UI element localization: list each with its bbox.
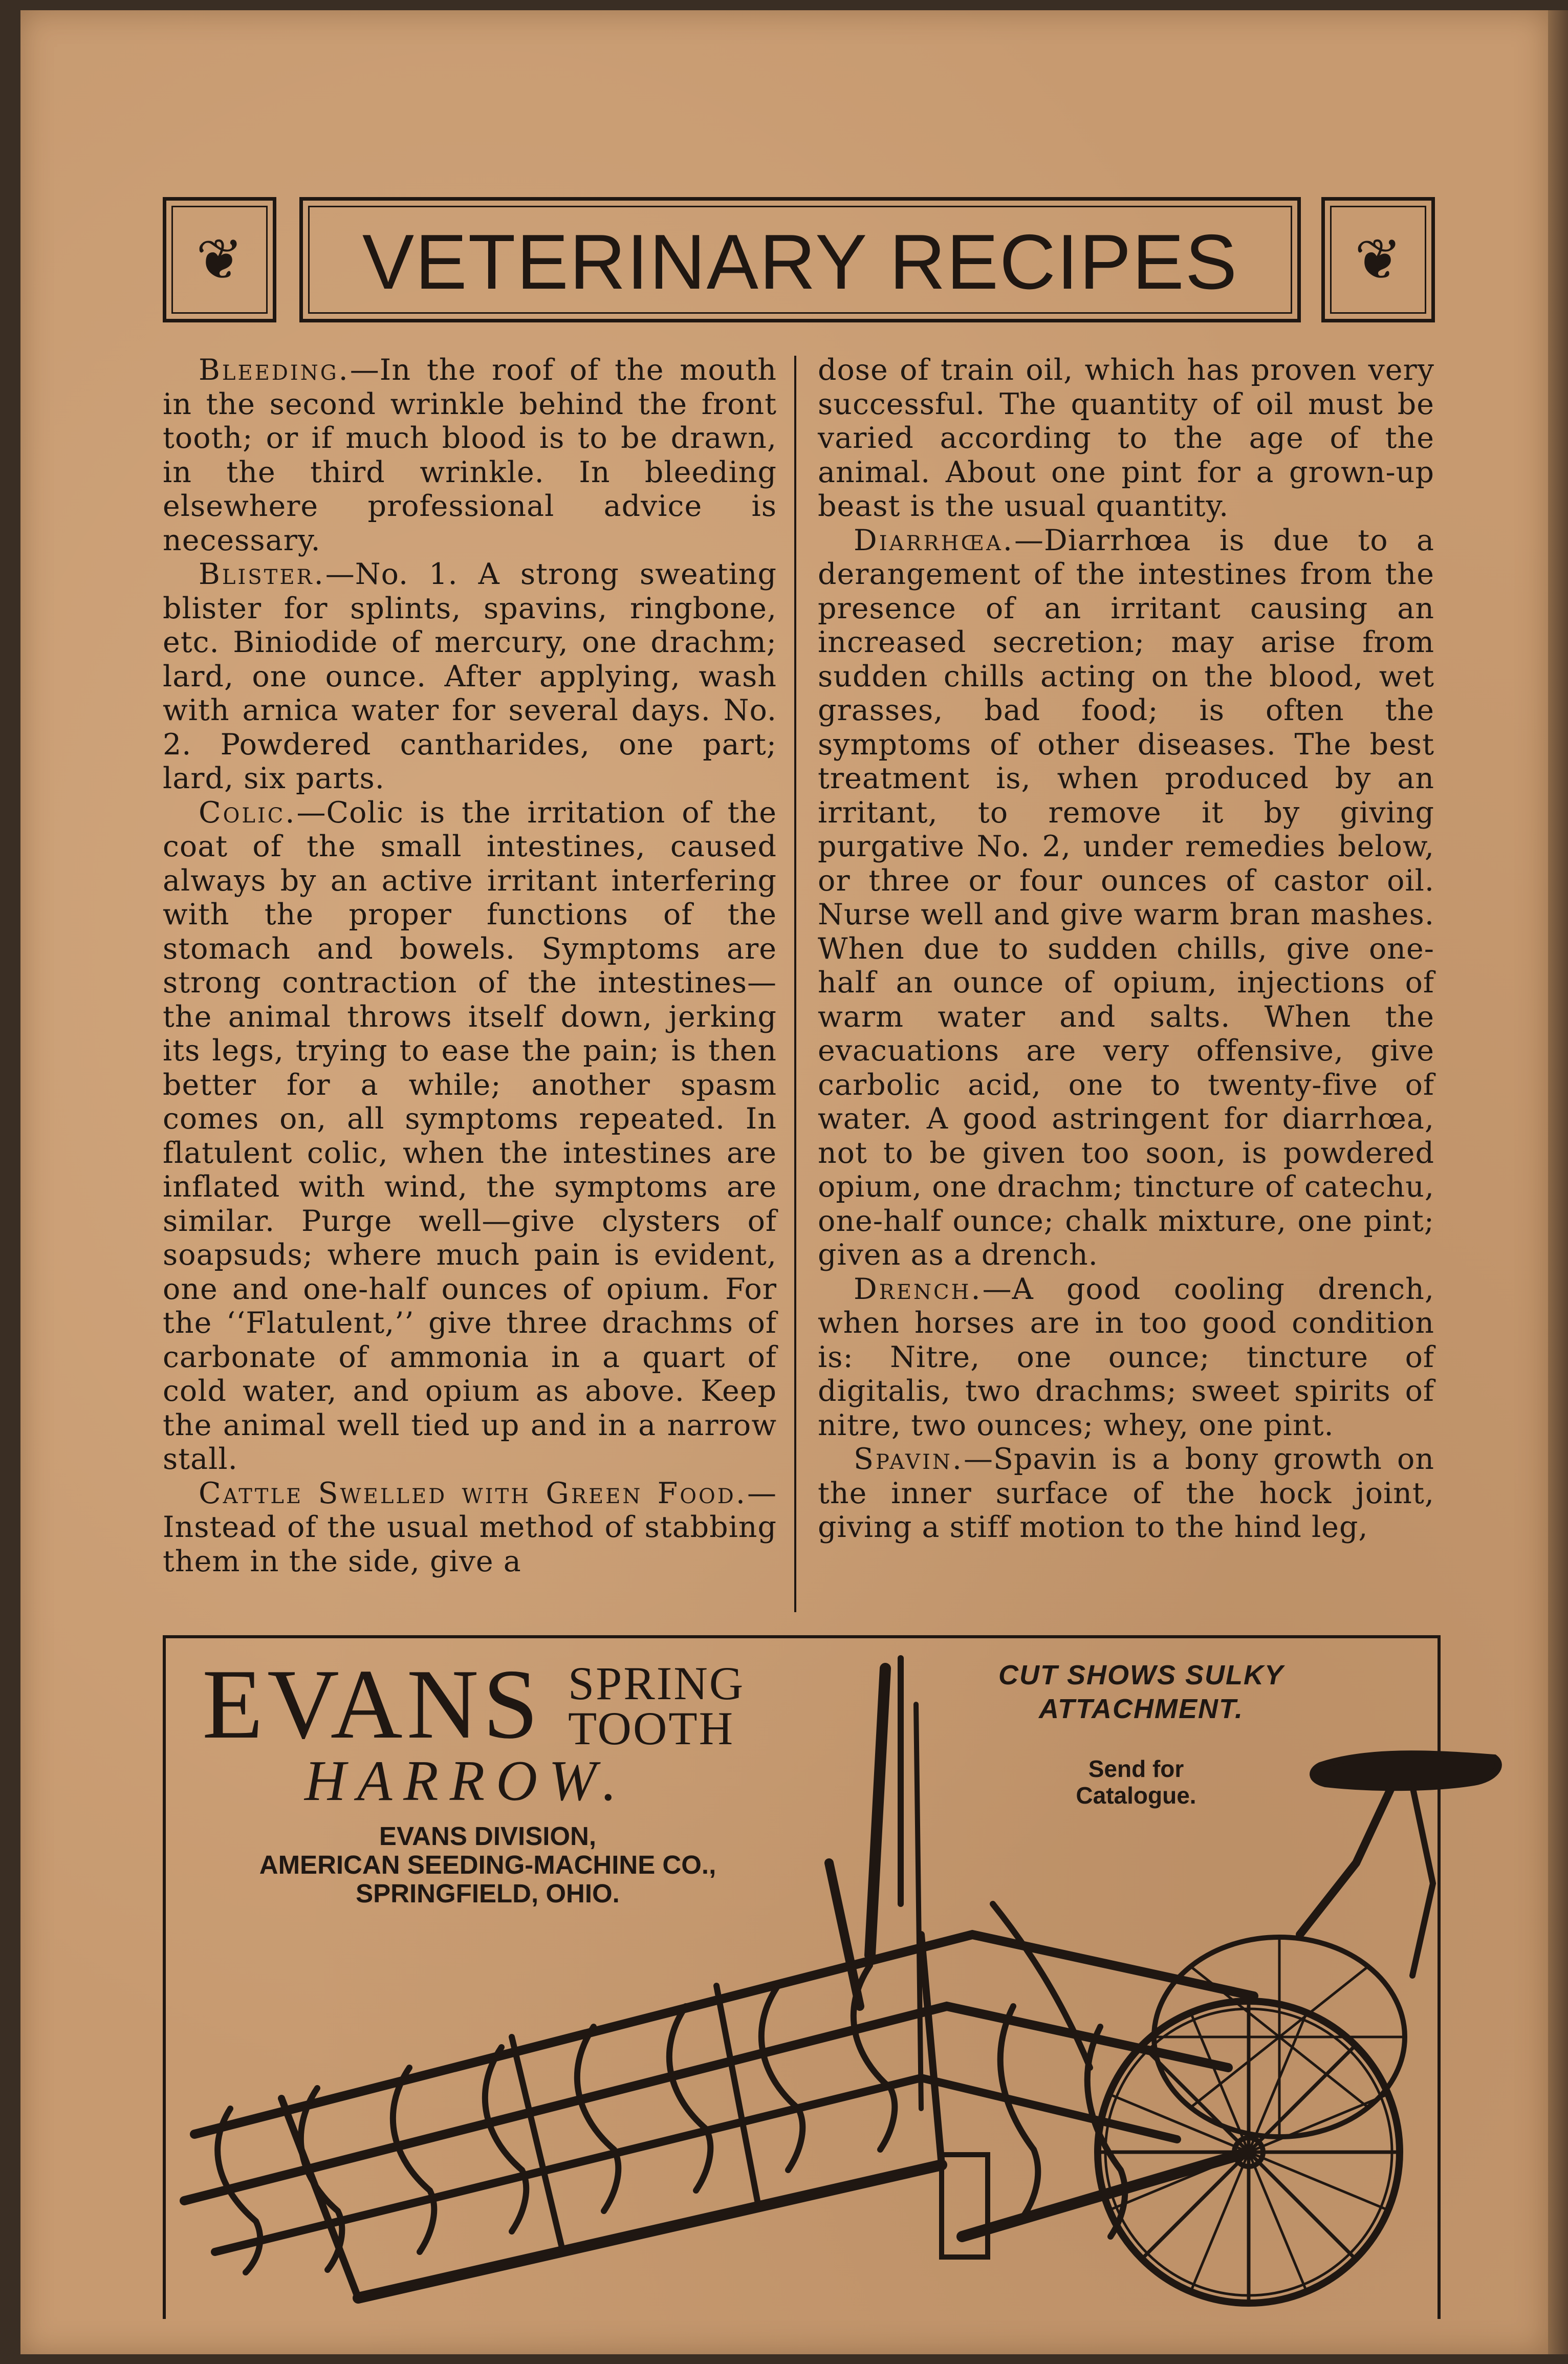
recipe-body: —Spavin is a bony growth on the inner surface of the hock joint, giving a stiff motion to the hind leg, — [818, 1442, 1434, 1544]
ad-tooth-line: TOOTH — [568, 1702, 735, 1754]
ad-company-line: SPRINGFIELD, OHIO. — [356, 1879, 620, 1908]
ad-caption-line: ATTACHMENT. — [1039, 1694, 1244, 1724]
left-column — [163, 353, 777, 1578]
column-divider — [794, 356, 796, 1612]
recipe-body: —In the roof of the mouth in the second wrinkle behind the front tooth; or if much blood is to be drawn, in the third wrinkle. In bleeding elsewhere professional advice is necessary. — [163, 353, 777, 557]
ad-product: HARROW. — [304, 1749, 628, 1813]
title-box — [299, 197, 1301, 322]
recipe-heading: Spavin. — [854, 1442, 964, 1476]
ad-caption-line: CUT SHOWS SULKY — [998, 1660, 1284, 1690]
recipe-paragraph — [818, 524, 1434, 1272]
ad-company-line: EVANS DIVISION, — [379, 1821, 597, 1851]
recipe-paragraph — [163, 557, 777, 796]
recipe-heading: Blister. — [199, 557, 325, 591]
ad-send-catalogue — [1044, 1755, 1228, 1809]
ad-brand: EVANS — [202, 1649, 542, 1760]
page-title: VETERINARY RECIPES — [362, 219, 1238, 306]
recipe-paragraph — [163, 1477, 777, 1579]
recipe-body: —Diarrhœa is due to a derangement of the intestines from the presence of an irritant causing an increased secretion; may arise from sudden chills acting on the blood, wet grasses, bad food; is often the symptoms of other diseases. The best treatment is, when produced by an irritant, to remove it by giving purgative No. 2, under remedies below, or three or four ounces of castor oil. Nurse well and give warm bran mashes. When due to sudden chills, give one-half an ounce of opium, injections of warm water and salts. When the evacuations are very offensive, give carbolic acid, one to twenty-five of water. A good astringent for diarrhœa, not to be given too soon, is powdered opium, one drachm; tincture of catechu, one-half ounce; chalk mixture, one pint; given as a drench. — [818, 523, 1434, 1272]
recipe-body: —No. 1. A strong sweating blister for splints, spavins, ringbone, etc. Biniodide of mercury, one drachm; lard, one ounce. After applying, wash with arnica water for several days. No. 2. Powdered cantharides, one part; lard, six parts. — [163, 557, 777, 795]
wheel — [1154, 1937, 1405, 2137]
ad-caption — [957, 1658, 1325, 1726]
recipe-body: —A good cooling drench, when horses are in too good condition is: Nitre, one ounce; tincture of digitalis, two drachms; sweet spirits of nitre, two ounces; whey, one pint. — [818, 1272, 1434, 1442]
right-column — [818, 353, 1434, 1545]
recipe-body: dose of train oil, which has proven very successful. The quantity of oil must be varied according to the age of the animal. About one pint for a grown-up beast is the usual quantity. — [818, 353, 1434, 523]
recipe-heading: Bleeding. — [199, 353, 350, 387]
ad-spring-line: SPRING — [568, 1657, 745, 1709]
page-edge — [1548, 10, 1568, 2354]
recipe-heading: Drench. — [854, 1272, 983, 1306]
ad-send-line: Catalogue. — [1076, 1782, 1196, 1809]
fleur-ornament-icon: ❦ — [195, 227, 244, 292]
recipe-paragraph — [818, 1442, 1434, 1545]
fleur-ornament-icon: ❦ — [1354, 227, 1402, 292]
ad-company-line: AMERICAN SEEDING-MACHINE CO., — [259, 1850, 716, 1879]
recipe-body: —Instead of the usual method of stabbing them in the side, give a — [163, 1476, 777, 1578]
recipe-paragraph — [818, 1272, 1434, 1443]
recipe-paragraph — [163, 353, 777, 557]
ad-send-line: Send for — [1088, 1755, 1184, 1782]
recipe-heading: Cattle Swelled with Green Food. — [199, 1476, 747, 1510]
recipe-paragraph — [818, 353, 1434, 524]
recipe-body: —Colic is the irritation of the coat of the small intestines, caused always by an active irritant interfering with the proper functions of the stomach and bowels. Symptoms are strong contraction of the intestines—the animal throws itself down, jerking its legs, trying to ease the pain; is then better for a while; another spasm comes on, all symptoms repeated. In flatulent colic, when the intestines are inflated with wind, the symptoms are similar. Purge well—give clysters of soapsuds; where much pain is evident, one and one-half ounces of opium. For the ‘‘Flatulent,’’ give three drachms of carbonate of ammonia in a quart of cold water, and opium as above. Keep the animal well tied up and in a narrow stall. — [163, 795, 777, 1476]
ornament-box-right — [1321, 197, 1435, 322]
recipe-heading: Colic. — [199, 795, 297, 830]
ad-spring-tooth — [568, 1657, 745, 1754]
ornament-box-left — [163, 197, 276, 322]
recipe-paragraph — [163, 796, 777, 1477]
ad-company — [199, 1822, 777, 1908]
recipe-heading: Diarrhœa. — [854, 523, 1014, 557]
